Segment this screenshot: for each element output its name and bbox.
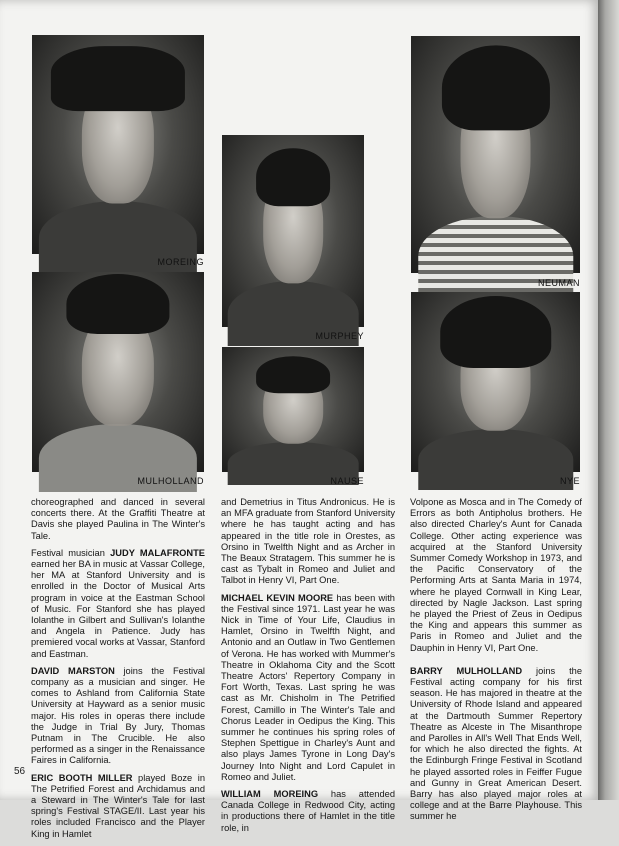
text-column-3 [410,497,582,829]
page-gutter [598,0,619,800]
bio-paragraph: MICHAEL KEVIN MOORE has been with the Festival since 1971. Last year he was Nick in Time of Your Life, Claudius in Hamlet, Orsino in Twelfth Night, and Antonio and an Outlaw in Two Gentlemen of Verona. He has worked with Mummer's Theatre in Oklahoma City and the Scott Theatre Actors' Repertory Company in Fort Worth, Texas. Last spring he was cast as Mr. Chisholm in The Petrified Forest, Camillo in The Winter's Tale and Chorus Leader in Oedipus the King. This summer he continues his spring roles of Stephen Spettigue in Charley's Aunt and also plays James Tyrone in Long Day's Journey Into Night and Lord Capulet in Romeo and Juliet. [221,592,395,782]
caption-mulholland: MULHOLLAND [137,476,204,486]
bio-name: WILLIAM MOREING [221,789,319,800]
portrait-mulholland [32,272,204,472]
caption-nause: NAUSE [330,476,364,486]
portrait-hair [441,45,549,130]
caption-murphey: MURPHEY [315,331,364,341]
portrait-nause [222,347,364,472]
bio-paragraph: WILLIAM MOREING has attended Canada College in Redwood City, acting in productions there of Hamlet in the title role, in [221,789,395,833]
bio-name: MICHAEL KEVIN MOORE [221,592,334,603]
portrait-neuman [411,36,580,273]
text-column-1 [31,497,205,846]
bio-paragraph: Festival musician JUDY MALAFRONTE earned her BA in music at Vassar College, her MA at Stanford University and is enrolled in the Doctor of Musical Arts program in voice at the Eastman School of Music. For Stanford she has played Iolanthe in Gilbert and Sullivan's Iolanthe and Angela in Patience. Judy has premiered vocal works at Vassar, Stanford and Eastman. [31,547,205,659]
portrait-hat [51,46,185,112]
bio-paragraph: DAVID MARSTON joins the Festival company as a musician and singer. He comes to Ashland from California State University at Hayward as a senior music major. His roles in operas there include the Judge in Trial By Jury, Thomas Putnam in The Crucible. He also performed as a singer in the Renaissance Faires in California. [31,665,205,766]
caption-nye: NYE [559,476,580,486]
bio-paragraph: BARRY MULHOLLAND joins the Festival acting company for his first season. He has majored in theatre at the University of Rhode Island and appeared at the Dartmouth Summer Repertory Theatre as Alceste in The Misanthrope and Parolles in All's Well That Ends Well, for which he also directed the fights. At the Edinburgh Fringe Festival in Scotland he played assorted roles in Feiffer Fugue and Gunny in Great American Desert. Barry has also played major roles at college and at the Barre Playhouse. This summer he [410,665,582,822]
portrait-moreing [32,35,204,254]
caption-neuman: NEUMAN [537,278,580,288]
bio-paragraph: Volpone as Mosca and in The Comedy of Errors as both Antipholus brothers. He also directed Charley's Aunt for Canada College. Other acting experience was acquired at the Stanford University Summer Comedy Workshop in 1973, and the Pacific Conservatory of the Performing Arts at Santa Maria in 1974, where he played Cornwall in King Lear, directed by Nagle Jackson. Last spring he played the Priest of Zeus in Oedipus the King and appears this summer as Paris in Romeo and Juliet and the Dauphin in Henry VI, Part One. [410,497,582,653]
bio-name: JUDY MALAFRONTE [110,547,205,558]
portrait-hair [256,356,330,394]
bio-name: BARRY MULHOLLAND [410,665,523,676]
portrait-murphey [222,135,364,327]
bio-paragraph: choreographed and danced in several concerts there. At the Graffiti Theatre at Davis she played Paulina in The Winter's Tale. [31,497,205,541]
portrait-nye [411,292,580,472]
portrait-cap [66,274,169,334]
text-column-2 [221,497,395,840]
portrait-hair [440,296,552,368]
portrait-hair [256,148,330,206]
bio-paragraph: and Demetrius in Titus Andronicus. He is an MFA graduate from Stanford University where he has taught acting and has appeared in the title role in Orestes, as Orsino in Twelfth Night and as Archer in The Beaux Stratagem. This summer he is cast as Tybalt in Romeo and Juliet and Talbot in Henry VI, Part One. [221,497,395,586]
bio-name: ERIC BOOTH MILLER [31,772,133,783]
page-number: 56 [14,766,26,777]
bio-name: DAVID MARSTON [31,665,115,676]
bio-paragraph: ERIC BOOTH MILLER played Boze in The Petrified Forest and Archidamus and a Steward in The Winter's Tale for last spring's Festival STAGE/II. Last year his roles included Francisco and the Player King in Hamlet [31,772,205,839]
caption-moreing: MOREING [157,257,204,267]
